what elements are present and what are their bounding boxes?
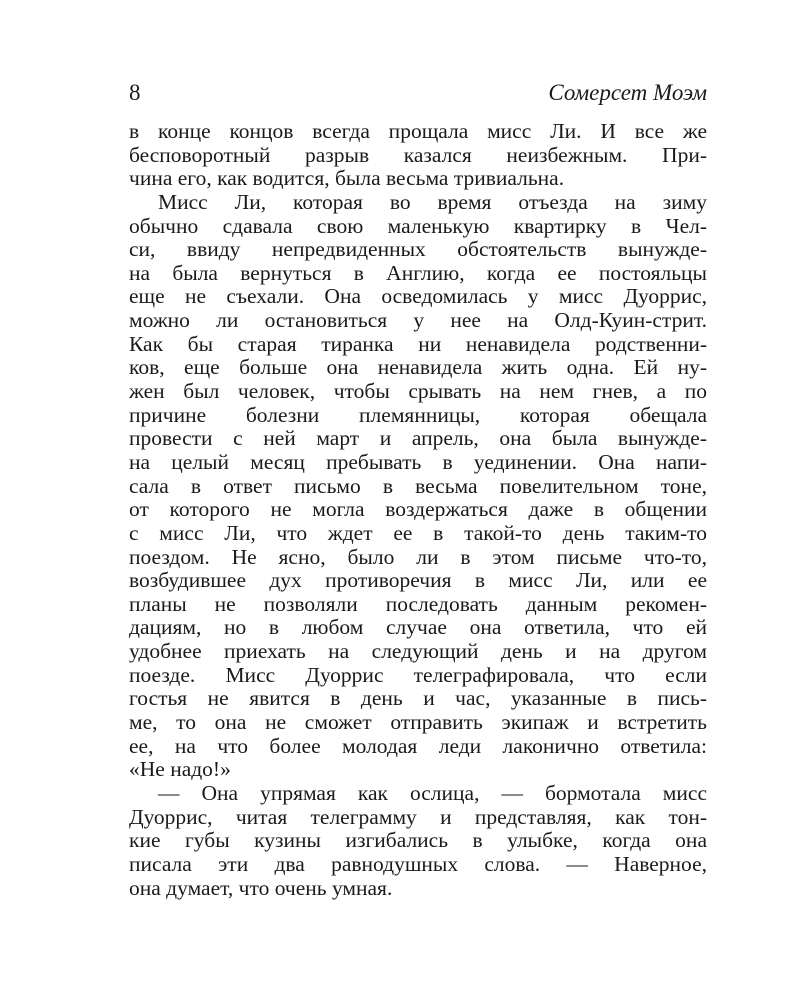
text-line: ме, то она не сможет отправить экипаж и встретить (129, 710, 707, 735)
text-line: кие губы кузины изгибались в улыбке, когда она (129, 828, 707, 853)
text-line: планы не позволяли последовать данным рекомен- (129, 591, 707, 616)
page-header (129, 76, 707, 110)
text-line: удобнее приехать на следующий день и на другом (129, 639, 707, 664)
text-line: с мисс Ли, что ждет ее в такой-то день таким-то (129, 520, 707, 545)
text-line: причине болезни племянницы, которая обещала (129, 402, 707, 427)
text-line: возбудившее дух противоречия в мисс Ли, или ее (129, 568, 707, 593)
text-line: в конце концов всегда прощала мисс Ли. И все же (129, 119, 707, 143)
text-line: гостья не явится в день и час, указанные в пись- (129, 686, 707, 711)
text-line: она думает, что очень умная. (129, 875, 393, 900)
text-line: еще не съехали. Она осведомилась у мисс Дуоррис, (129, 284, 707, 309)
text-line: чина его, как водится, была весьма тривиальна. (129, 166, 565, 191)
paragraph-first-line: Мисс Ли, которая во время отъезда на зиму (158, 189, 707, 214)
page-number: 8 (129, 80, 141, 105)
text-line: провести с ней март и апрель, она была вынужде- (129, 426, 707, 451)
text-line: ков, еще больше она ненавидела жить одна. Ей ну- (129, 355, 707, 380)
text-line: Как бы старая тиранка ни ненавидела родственни- (129, 331, 707, 356)
text-line: можно ли остановиться у нее на Олд-Куин-стрит. (129, 308, 707, 333)
text-line: сала в ответ письмо в весьма повелительном тоне, (129, 473, 707, 498)
text-line: «Не надо!» (129, 757, 231, 782)
text-line: дациям, но в любом случае она ответила, что ей (129, 615, 707, 640)
text-body (129, 120, 707, 900)
text-line: си, ввиду непредвиденных обстоятельств вынужде- (129, 237, 707, 262)
text-line: от которого не могла воздержаться даже в общении (129, 497, 707, 522)
text-line: бесповоротный разрыв казался неизбежным. При- (129, 142, 707, 167)
text-line: поезде. Мисс Дуоррис телеграфировала, что если (129, 662, 707, 687)
text-line: на была вернуться в Англию, когда ее постояльцы (129, 260, 707, 285)
text-line: поездом. Не ясно, было ли в этом письме что-то, (129, 544, 707, 569)
text-line: ее, на что более молодая леди лаконично ответила: (129, 733, 707, 758)
text-line: Дуоррис, читая телеграмму и представляя, как тон- (129, 804, 707, 829)
text-line: жен был человек, чтобы срывать на нем гнев, а по (129, 379, 707, 404)
text-line: писала эти два равнодушных слова. — Наверное, (129, 851, 707, 876)
text-line: обычно сдавала свою маленькую квартирку в Чел- (129, 213, 707, 238)
paragraph-first-line: — Она упрямая как ослица, — бормотала мисс (158, 780, 707, 805)
running-head-author: Сомерсет Моэм (548, 80, 707, 105)
text-line: на целый месяц пребывать в уединении. Она напи- (129, 449, 707, 474)
